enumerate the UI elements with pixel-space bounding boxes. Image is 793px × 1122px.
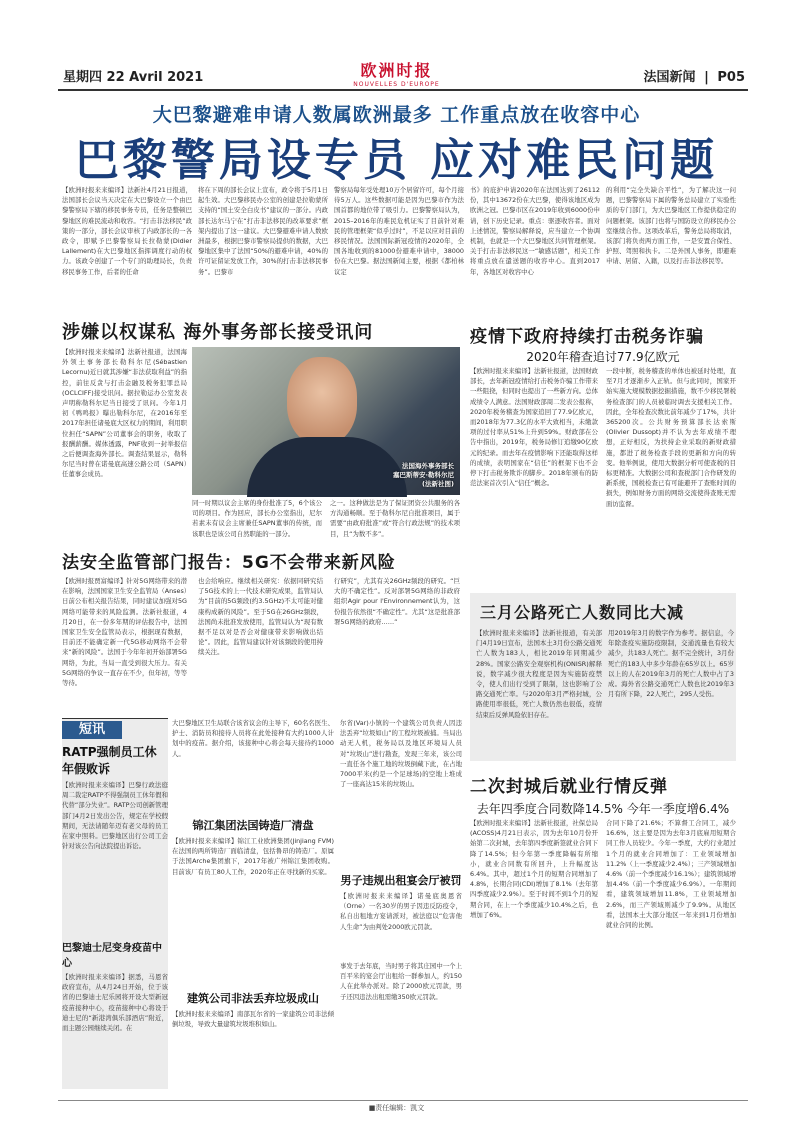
5g-col-3: 行研究”，尤其有关26GHz频段的研究。“巨大的不确定性”。反对部署5G网络的非政府组织Agir pour l'Environnement认为，这份报告依然很“不确定性”。尤其“这是批准部署5G网络的政府……” <box>334 577 460 626</box>
masthead-title: 欧洲时报 <box>360 61 433 80</box>
section-name: 法国新闻 <box>643 70 696 85</box>
5g-col-2: 也会给响应。继续相关研究：依据同研究结了5G技术的上一代技术研究成果，监管局认为“目前的5G频段(约3.5GHz)不太可能对健康构成新的风险”。至于5G在26GHz频段，法国尚未批准发放使用，监管局认为“现有数据不足以对是否会对健康带来影响做出结论”。因此，监管局建议针对该频段的使用持续关注。 <box>198 577 323 657</box>
tax-col-1: 【欧洲时报来来编译】法新社报道，法国财政部长，去年新冠疫情给打击税务诈骗工作带来一些阻挠，但同时也提出了一些新方向。总体成绩令人满意。法国财政部周二发表公报称，2020年税务稽查为国家追回了77.9亿欧元，而2018年为77.3亿的水平大致相当，未缴款项的过付率从51%上升到59%。财政部在公告中指出，2019年，税务局修订追缴90亿欧元的纪录。而去年在疫情影响下还能取得这样的成绩，表明国家在“信任”的框架下也不会停下打击税务欺诈的脚步。2018年颁布的防范法案首次引入“信任”概念。 <box>470 367 598 488</box>
5g-col-1: 【欧洲时报贾富编译】针对5G网络带来的潜在影响，法国国家卫生安全监管局（Anses）日前公布相关报告结果，同时建议加强对5G网络可能带来的风险监测。法新社报道，4月20日，在一份多年期的评估报告中，法国国家卫生安全监管局表示，根据现有数据，目前还不能确定新一代5G移动网络不会带来“新的风险”。法国于今年年初开始部署5G网络，为此，当局一直受到很大压力。有关5G网络的争议一直存在不少，但年初，等等等待。 <box>62 577 187 688</box>
minister-col-3: 之一。这种做法是为了保证团资公共服务的各方沟通畅顺。至于勒科尔尼自批准项目，属于需要“由政府批准”或“符合行政法规”的技术项目，且“为数不多”。 <box>330 499 460 538</box>
minister-article-title: 涉嫌以权谋私 海外事务部长接受讯问 <box>62 322 374 343</box>
lead-subheadline: 大巴黎避难申请人数属欧洲最多 工作重点放在收容中心 <box>152 104 641 126</box>
lead-col-1: 【欧洲时报来来编译】法新社4月21日报道，法国部长会议当天决定在大巴黎设立一个由巴黎警察局下辖的移民事务专员，任务是整顿巴黎地区的难民流动和收容。“打击非法移民”政策的一部分，部长会议审核了内政部长的一各政令，即赋予巴黎警察局长拉勒蒙(Didier Lallement)在大巴黎地区指挥调度行动的权力。该政令创建了一个专门的助理局长，负责移民事务工作，后者的任命 <box>62 186 192 276</box>
shorts-right <box>340 718 462 1088</box>
tax-col-2: 一段中断，税务稽查的单体也被延时处理，直至7月才逐渐步入正轨。但与此同时，国家开始实施大规模数据挖掘措施，数不少移民署税务检查部门的人员被临时调去支援相关工作。因此，全年检查次数比前年减少了17%，共计365200次。公共财务预算部长达索斯(Olivier Dussopt)并不认为去年成绩不理想，正好相反，为扶持企业采取的新财政措施，都进了税务检查手段的更新和方向的转变。他举例说，使用大数据分析可使查税的目标更精准。大数据公司和查税部门合作研发的新系统，国税检查已有可能避开了查账时间的损失，例如财务方面的网络交流使得查账无需面访监督。 <box>606 367 736 508</box>
party-body-2: 事发于去年底，当时男子将其庄园中一个上百平米的宴会厅出租给一群参加人，约150人在此举办派对。除了2000欧元罚款，男子还因违法出租需缴350欧元罚款。 <box>340 962 462 1001</box>
lead-col-5: 的利用“完全失缺合平性”，为了解决这一问题，巴黎警察局下属的警务总局建立了实验性质的专门部门，为大巴黎地区工作提供稳定的问题框架。该部门也将与国防设立的移民办公室继续合作。这项改革后，警务总局将取消，该部门将负责两方面工作，一是安置合保性、护照、驾照和执卡。二是外国人事务，即避难申请、居留、入籍，以及打击非法移民等。 <box>606 186 736 266</box>
shorts-label: 短讯 <box>62 721 122 739</box>
ratp-body: 【欧洲时报来来编译】巴黎行政法庭周二裁定RATP不得强制员工休年假和代替“部分失业”。RATP公司创新管理部门4月2日发出公告，规定在学校假期间，无法请随年迈有老父母的员工在家中照料。巴黎地区出行公司工会针对该公告向法院提出诉讼。 <box>62 781 168 851</box>
garbage-title: 建筑公司非法丢弃垃圾成山 <box>187 992 319 1005</box>
party-body: 【欧洲时报来来编译】诺曼底奥恩省（Orne）一名30岁的男子因违反防疫令，私自出租地方宴请派对，被法庭以“危害他人生命”为由判处2000欧元罚款。 <box>340 892 462 931</box>
lead-col-4: 书》的庇护申请2020年在法国达到了26112份，其中13672份在大巴黎，使得该地区成为欧洲之冠。巴黎市区在2019年收到6000份申请，创下历史记录。重点：驱逐收容者。面对上述情况，警察局解释说，应当建立一个协调机制，也就是一个大巴黎地区共同管理框架。关于打击非法移民这一“敏感话题”，相关工作将重点放在遣送题的收容中心。直到2017年，各地区对收容中心 <box>470 186 600 276</box>
portrait-face <box>287 357 357 445</box>
lead-col-2: 将在下周的部长会议上宣布，政令将于5月1日起生效。大巴黎移民办公室的创建是拉勒蒙所支持的“国土安全白皮书”建议的一部分。内政部长达尔马宁在“打击非法移民的改革要求”框架内提出了这一建议。大巴黎避难申请人数欧洲最多，根据巴黎市警察局提供的数据，大巴黎地区集中了法国“50%的避难申请，40%的许可证留证发放工作，30%的打击非法移民事务”。巴黎市 <box>198 186 328 276</box>
lead-headline: 巴黎警局设专员 应对难民问题 <box>74 135 719 186</box>
tax-article-subtitle: 2020年稽查追讨77.9亿欧元 <box>526 350 680 364</box>
jobs-article-title: 二次封城后就业行情反弹 <box>470 777 668 797</box>
5g-article-title: 法安全监管部门报告：5G不会带来新风险 <box>62 553 396 573</box>
garbage-body-cont: 尔省(Var)小镇的一个建筑公司负责人因违法丢弃“垃圾如山”的工程垃圾被捕。当局出动无人机，税务局以及地区环境局人员对“垃圾山”进行勘查，发现三年来，该公司一直任各个施工地的垃圾倒藏下此，在占地7000平米(约是一个足球场)的空地上堆成了一座高达15米的垃圾山。 <box>340 719 462 789</box>
section-page: 法国新闻 | P05 <box>643 70 745 85</box>
header-rule <box>58 89 748 91</box>
jobs-col-1: 【欧洲时报来来编译】法新社报道，社保总局(ACOSS)4月21日表示，因为去年10月份开始第二次封城，去年第四季度新签就业合同下降了14.5%；但今年第一季度降幅有所缩小，就业合同数有所回升，上升幅度达6.4%。其中，超过1个月的短期合同增加了4.8%，长期合同(CDI)增加了8.1%（去年第四季度减少2.9%）。至于时间不到1个月的短期合同，在上一个季度减少10.4%之后，也增加了6%。 <box>470 819 598 919</box>
page-number: P05 <box>717 70 745 85</box>
footer-editor: ■责任编辑：凯文 <box>368 1104 425 1112</box>
road-col-2: 用2019年3月的数字作为参考。据信息，今年除查疫实施防疫限制，交通流量也有较大减少，共183人死亡。据不完全统计，3月份死亡的183人中多少年龄在65岁以上。65岁以上的人在2019年3月的死亡人数中占了3成。海外省公路交通死亡人数也比2019年3月有所下降，22人死亡，295人受伤。 <box>608 629 734 699</box>
caption-line-2: 塞巴斯蒂安·勒科尔尼 <box>393 471 454 479</box>
minister-col-1: 【欧洲时报来来编译】法新社报道，法国海外领土事务部长勒科尔尼(Sébastien Lecornu)近日就其涉嫌“非法获取利益”的指控，前往反贪与打击金融及税务犯罪总局(OCLCIFF)接受讯问。据拉勒运办公室发表声明称勒科尔尼当日接受了讯问。今年1月初《鸭鸣报》曝出勒科尔尼，在2016年至2017年担任诸曼底大区权力的期间，利用职位担任“SAPN”公司董事会的职务，收取了报酬薪酬。媒体透露，PNF收到一封举报信之后便调查海外部长。调查结果显示，勒科尔尼当时曾在诺曼底高速公路公司（SAPN）任董事会成员。 <box>62 348 187 479</box>
masthead-subtitle: NOUVELLES D'EUROPE <box>353 81 440 88</box>
shorts-column <box>62 718 168 1089</box>
garbage-body: 【欧洲时报来来编译】南部瓦尔省的一家建筑公司非法倾倒垃圾，导致大量建筑垃圾堆积如山。 <box>172 1010 334 1029</box>
disney-body-cont: 大巴黎地区卫生局联合该省议会的主导下，60名名医生、护士、消防员和接待人员将在此处接种有大约1000人计划中的疫苗。据介绍，该接种中心将会每天接待约1000人。 <box>172 719 334 758</box>
ratp-title: RATP强制员工休年假败诉 <box>62 745 157 776</box>
minister-photo <box>192 347 460 495</box>
party-title: 男子违规出租宴会厅被罚 <box>340 874 462 887</box>
caption-line-3: (法新社图) <box>422 480 454 488</box>
tax-article-title: 疫情下政府持续打击税务诈骗 <box>470 327 704 347</box>
shorts-middle <box>172 718 334 1088</box>
road-article-title: 三月公路死亡人数同比大减 <box>480 603 685 622</box>
disney-body: 【欧洲时报来来编译】据悉，马恩省政府宣布，从4月24日开始，位于该省的巴黎迪士尼乐园将开设大型新冠疫苗接种中心，疫苗接种中心将设于迪士尼的“新港湾俱乐部酒店”附近，而主题公园继续关闭。在 <box>62 973 168 1033</box>
jobs-article-subtitle: 去年四季度合同数降14.5% 今年一季度增6.4% <box>476 802 730 816</box>
jinjiang-title: 锦江集团法国铸造厂清盘 <box>192 819 314 832</box>
minister-col-2: 同一时期以议会主席的身份批准了5，6个该公司的项目。作为回应，部长办公室指出，尼尔若素未有议会主席兼任SAPN董事的传统，而该职也是该公司自然职能的一部分。 <box>192 499 322 538</box>
road-col-1: 【欧洲时报来来编译】法新社报道，有关部门4月19日宣布，法国本土3月份公路交通死亡人数为183人，相比2019年同期减少28%。国家公路安全观察机构(ONISR)解释说，数字减少很大程度是因为实施防疫禁令，使人们出行受到了限制，这也影响了公路交通死亡率。与2020年3月严格封城，公路使用率很低，死亡人数仍然也很低，疫情结束后反弹风险依旧存在。 <box>476 629 602 719</box>
portrait-suit <box>247 437 407 497</box>
footer-rule <box>58 1100 748 1101</box>
caption-line-1: 法国海外事务部长 <box>402 462 454 470</box>
lead-col-3: 警察局每年受处理10万个居留许可，每个月接待5万人。这些数据可能是因为巴黎市作为法国首都的地位带了吸引力。巴黎警察局认为，2015–2016年的难民危机证实了目前针对难民的管理框架“似乎过时”，不足以应对目前的移民情况。法国国际新冠疫情的2020年，全国各地收到的81000份避难申请中，38000份在大巴黎。据法国新闻主要，根据《都柏林议定 <box>334 186 464 276</box>
jobs-col-2: 合同下降了21.6%；不算督工合同工，减少16.6%，这主要是因为去年3月底雇用短期合同工作人员较少。今年一季度，大约行业超过1个月的就业合同增加了：工业领域增加11.2%（上一季度减少2.4%）；三产领域增加4.6%（前一个季度减少16.1%）；建筑领域增加4.4%（前一个季度减少6.9%）。一年期间看，建筑领域增加11.8%，工业领域增加2.6%，而三产领域则减少了9.9%。从地区看，法国本土大部分地区一年来到1月份增加就业合同的比例。 <box>606 819 736 930</box>
issue-date: 星期四 22 Avril 2021 <box>63 70 204 85</box>
jinjiang-body: 【欧洲时报来来编译】锦江工业欧洲集团(Jinjiang FVM)在法国的两所铸造厂面临清盘，包括鲁昂的铸造厂。原属于法国Arche集团旗下，2017年被广州锦江集团收购。目前该厂有员工80人工作，2020年正在寻找新的买家。 <box>172 837 334 876</box>
disney-title: 巴黎迪士尼变身疫苗中心 <box>62 943 162 969</box>
photo-caption <box>393 462 454 489</box>
